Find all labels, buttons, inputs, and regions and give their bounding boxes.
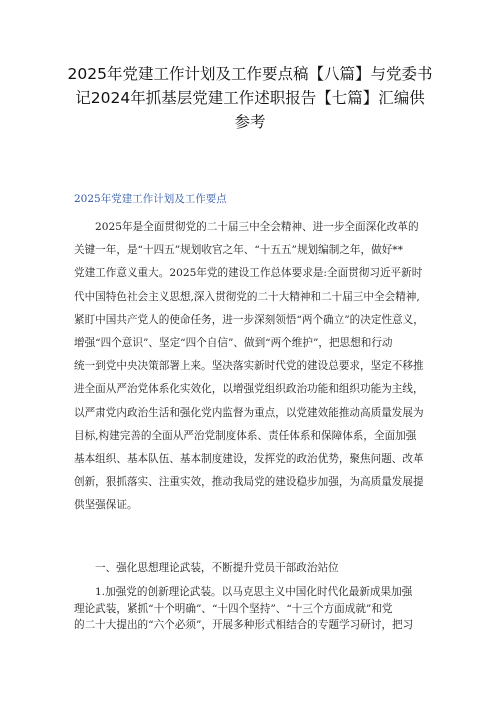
body-line: 基本组织、基本队伍、基本制度建设，发挥党的政治优势，聚焦问题、改革 [74,453,424,466]
sub-heading: 一、强化思想理论武装，不断提升党员干部政治站位 [95,562,339,574]
title-line: 记2024年抓基层党建工作述职报告【七篇】汇编供 [75,89,425,107]
body-line: 紧盯中国共产党人的使命任务，进一步深刻领悟“两个确立”的决定性意义， [74,313,424,326]
item-line: 1.加强党的创新理论武装。以马克思主义中国化时代化最新成果加强 [95,586,413,598]
body-line: 目标,构建完善的全面从严治党制度体系、责任体系和保障体系，全面加强 [74,429,417,442]
body-line: 增强“四个意识”、坚定“四个自信”、做到“两个维护”，把思想和行动 [74,337,393,350]
body-line: 代中国特色社会主义思想,深入贯彻党的二十大精神和二十届三中全会精神, [74,290,420,303]
title-line: 参考 [234,113,266,131]
document-title [60,62,440,134]
body-line: 以严肃党内政治生活和强化党内监督为重点，以党建效能推动高质量发展为 [74,406,424,419]
item-line: 理论武装，紧抓“十个明确”、“十四个坚持”、“十三个方面成就”和党 [74,602,393,615]
body-line: 2025年是全面贯彻党的二十届三中全会精神、进一步全面深化改革的 [95,221,419,233]
body-paragraph [74,216,432,518]
body-line: 供坚强保证。 [74,499,138,512]
title-line: 2025年党建工作计划及工作要点稿【八篇】与党委书 [67,65,433,83]
item-paragraph [74,584,434,634]
body-line: 关键一年，是“十四五”规划收官之年、“十五五”规划编制之年，做好** [74,244,403,257]
body-line: 创新，狠抓落实、注重实效，推动我局党的建设稳步加强，为高质量发展提 [74,476,424,489]
item-line: 的二十大提出的“六个必须”，开展多种形式相结合的专题学习研讨，把习 [74,619,414,632]
body-line: 党建工作意义重大。2025年党的建设工作总体要求是:全面贯彻习近平新时 [74,267,423,280]
body-line: 统一到党中央决策部署上来。坚决落实新时代党的建设总要求，坚定不移推 [74,360,424,373]
body-line: 进全面从严治党体系化实效化，以增强党组织政治功能和组织功能为主线， [74,383,424,396]
section-heading: 2025年党建工作计划及工作要点 [74,193,227,205]
